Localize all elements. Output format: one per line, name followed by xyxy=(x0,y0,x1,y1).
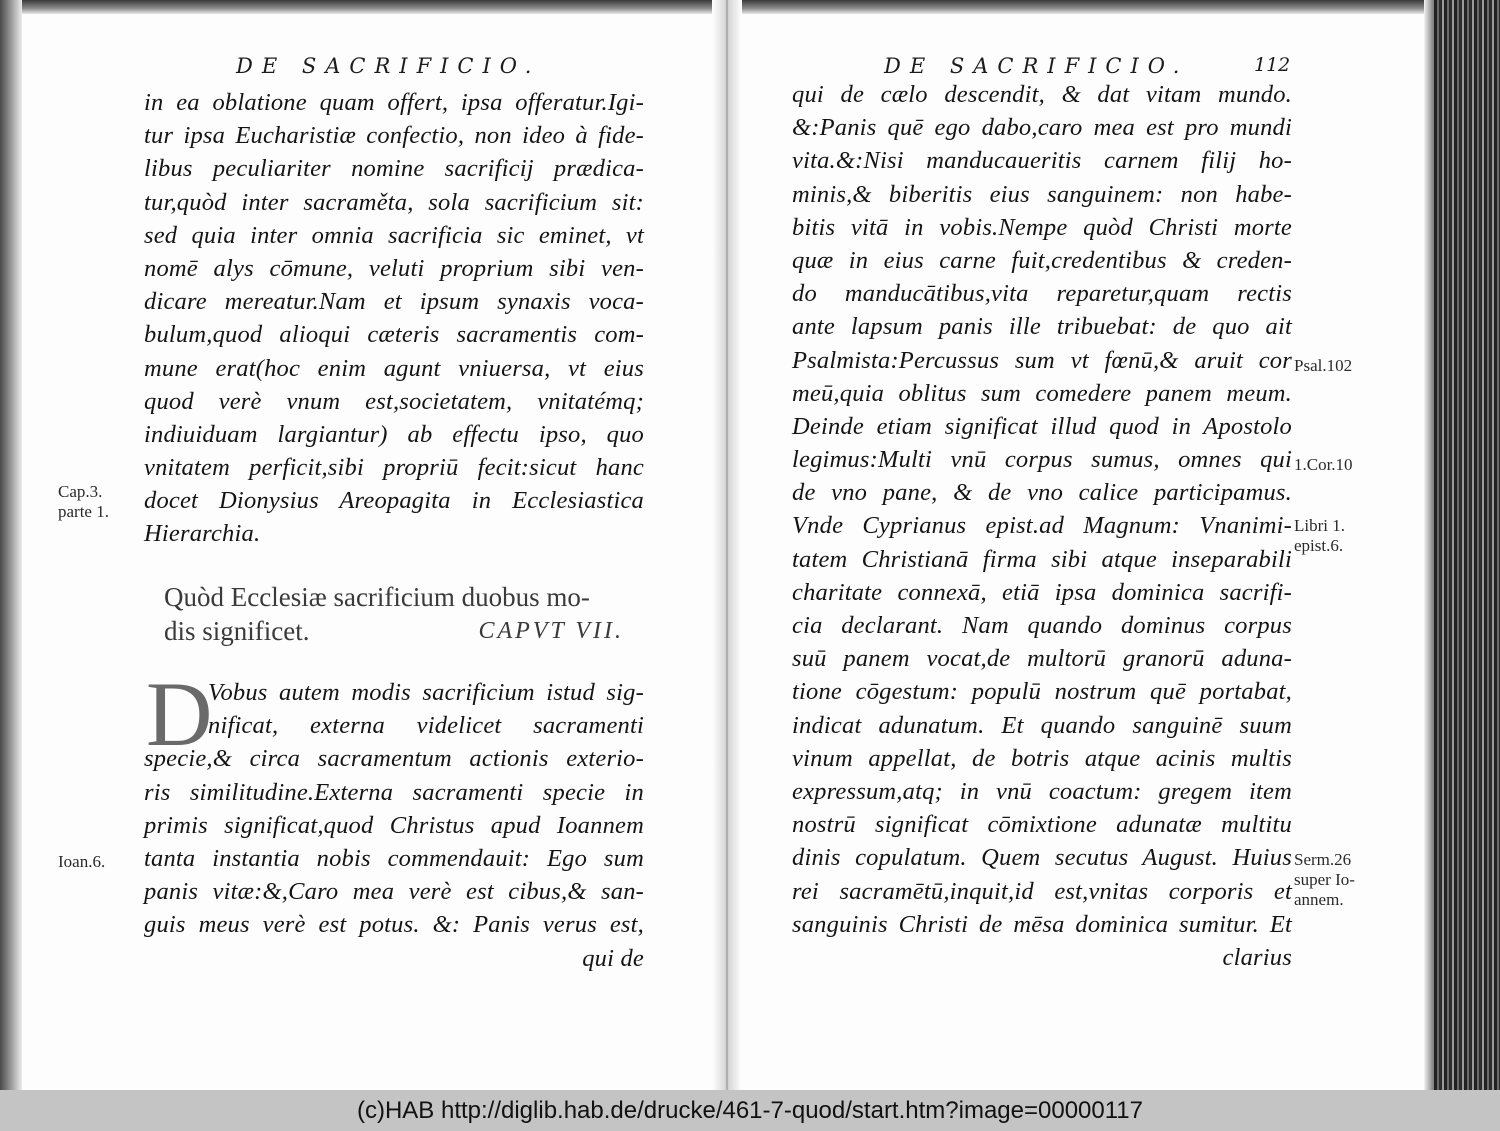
marginal-note-cor: 1.Cor.10 xyxy=(1294,455,1353,474)
right-main-text xyxy=(792,78,1292,974)
text-line: sed quia inter omnia sacrificia sic eminet, vt xyxy=(144,221,644,249)
chapter-text xyxy=(144,663,644,975)
text-line: expressum,atq; in vnū coactum: gregem item xyxy=(792,777,1292,805)
scan-edge-right xyxy=(1434,0,1500,1090)
text-line: qui de cælo descendit, & dat vitam mundo. xyxy=(792,81,1292,108)
text-line: nomē alys cōmune, veluti proprium sibi ven- xyxy=(144,254,644,282)
text-line: nificat, externa videlicet sacramenti xyxy=(208,712,644,740)
copyright-footer: (c)HAB http://diglib.hab.de/drucke/461-7-quod/start.htm?image=00000117 xyxy=(0,1090,1500,1131)
text-line: do manducātibus,vita reparetur,quam rectis xyxy=(792,280,1292,308)
text-line: ante lapsum panis ille tribuebat: de quo ait xyxy=(792,313,1292,341)
text-line: Psalmista:Percussus sum vt fœnū,& aruit cor xyxy=(792,346,1292,374)
right-running-head: DE SACRIFICIO. xyxy=(884,54,1189,78)
text-line: sanguinis Christi de mēsa dominica sumitur. Et xyxy=(792,910,1292,938)
text-line: guis meus verè est potus. &: Panis verus est, xyxy=(144,911,644,939)
text-line: bulum,quod alioqui cæteris sacramentis com- xyxy=(144,321,644,349)
text-line: vinum appellat, de botris atque acinis multis xyxy=(792,744,1292,772)
text-line: vita.&:Nisi manducaueritis carnem filij ho- xyxy=(792,147,1292,175)
text-line: cia declarant. Nam quando dominus corpus xyxy=(792,612,1292,639)
chapter-number: CAPVT VII. xyxy=(478,618,624,644)
text-line: tur,quòd inter sacraměta, sola sacrificium sit: xyxy=(144,188,644,216)
chapter-title-line: Quòd Ecclesiæ sacrificium duobus mo- xyxy=(164,582,590,612)
chapter-title-line: dis significet. xyxy=(164,616,310,646)
text-line: legimus:Multi vnū corpus sumus, omnes qui xyxy=(792,446,1292,474)
text-line: ris similitudine.Externa sacramenti specie in xyxy=(144,778,644,806)
left-main-text xyxy=(144,86,644,551)
text-line: rei sacramētū,inquit,id est,vnitas corporis et xyxy=(792,877,1292,905)
chapter-title xyxy=(164,580,624,648)
text-line: bitis vitā in vobis.Nempe quòd Christi morte xyxy=(792,213,1292,241)
page-number: 112 xyxy=(1254,54,1291,76)
text-line: docet Dionysius Areopagita in Ecclesiastica xyxy=(144,487,644,515)
marginal-note-cap3: Cap.3. parte 1. xyxy=(58,482,109,521)
marginal-note-psal: Psal.102 xyxy=(1294,356,1353,375)
text-line: nostrū significat cōmixtione adunatæ multitu xyxy=(792,811,1292,839)
text-line: Hierarchia. xyxy=(144,520,261,548)
text-line: indiuiduam largiantur) ab effectu ipso, quo xyxy=(144,420,644,448)
text-line: de vno pane, & de vno calice participamus. xyxy=(792,479,1292,507)
text-line: specie,& circa sacramentum actionis exterio- xyxy=(144,745,644,773)
text-line: indicat adunatum. Et quando sanguinē suum xyxy=(792,711,1292,739)
text-line: Deinde etiam significat illud quod in Apostolo xyxy=(792,412,1292,440)
text-line: charitate connexā, etiā ipsa dominica sacrifi- xyxy=(792,578,1292,606)
text-line: dicare mereatur.Nam et ipsum synaxis voca- xyxy=(144,288,644,316)
text-line: quod verè vnum est,societatem, vnitatémq; xyxy=(144,387,644,415)
text-line: tione cōgestum: populū nostrum quē portabat, xyxy=(792,678,1292,706)
text-line: Vobus autem modis sacrificium istud sig- xyxy=(208,679,644,706)
text-line: primis significat,quod Christus apud Ioannem xyxy=(144,811,644,839)
text-line: &:Panis quē ego dabo,caro mea est pro mundi xyxy=(792,114,1292,142)
text-line: panis vitæ:&,Caro mea verè est cibus,& san- xyxy=(144,878,644,906)
text-line: meū,quia oblitus sum comedere panem meum. xyxy=(792,379,1292,407)
right-page xyxy=(742,0,1434,1090)
text-line: vnitatem perficit,sibi propriū fecit:sicut hanc xyxy=(144,454,644,482)
marginal-note-libri: Libri 1. epist.6. xyxy=(1294,516,1345,555)
text-line: in ea oblatione quam offert, ipsa offeratur.Igi- xyxy=(144,89,644,116)
text-line: Vnde Cyprianus epist.ad Magnum: Vnanimi- xyxy=(792,512,1292,540)
text-line: libus peculiariter nomine sacrificij prædica- xyxy=(144,155,644,183)
text-line: tur ipsa Eucharistiæ confectio, non ideo à fide- xyxy=(144,122,644,150)
text-line: suū panem vocat,de multorū granorū aduna- xyxy=(792,645,1292,673)
left-page xyxy=(22,0,712,1090)
catchword: qui de xyxy=(582,944,644,972)
text-line: minis,& biberitis eius sanguinem: non habe- xyxy=(792,180,1292,208)
book-gutter xyxy=(712,0,742,1090)
drop-capital: D xyxy=(146,663,213,765)
scan-edge-left xyxy=(0,0,22,1090)
catchword: clarius xyxy=(1222,943,1292,971)
text-line: tatem Christianā firma sibi atque inseparabili xyxy=(792,545,1292,573)
marginal-note-serm: Serm.26 super Io- annem. xyxy=(1294,850,1355,909)
text-line: tanta instantia nobis commendauit: Ego sum xyxy=(144,844,644,872)
marginal-note-ioan: Ioan.6. xyxy=(58,852,106,871)
left-running-head: DE SACRIFICIO. xyxy=(236,54,541,78)
text-line: mune erat(hoc enim agunt vniuersa, vt eius xyxy=(144,354,644,382)
text-line: quæ in eius carne fuit,credentibus & creden- xyxy=(792,246,1292,274)
text-line: dinis copulatum. Quem secutus August. Huius xyxy=(792,844,1292,872)
